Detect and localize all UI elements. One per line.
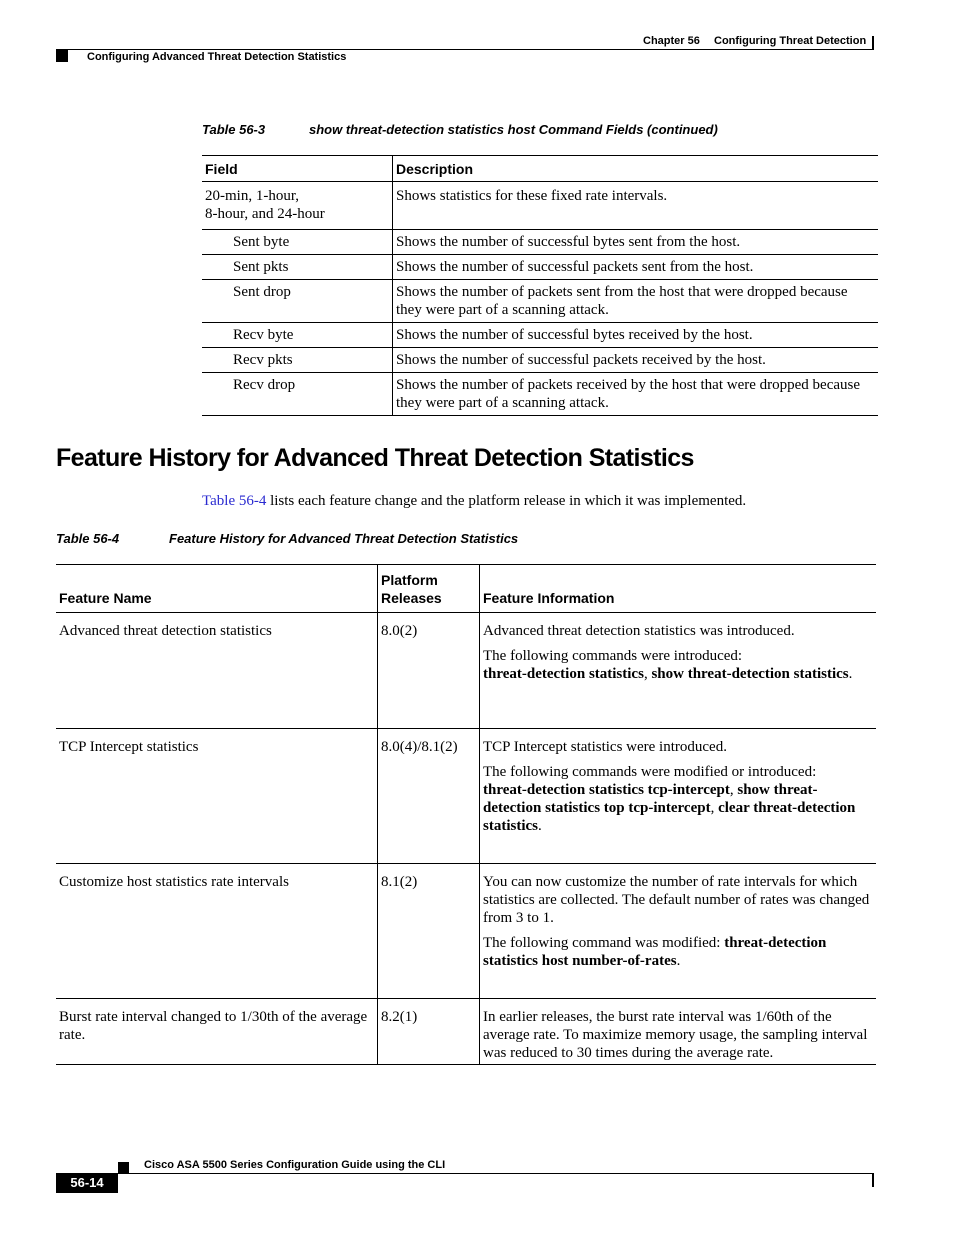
- col-header-feature-information: Feature Information: [480, 565, 877, 613]
- table-header-row: [202, 156, 878, 182]
- platform-header-line1: Platform: [381, 572, 438, 588]
- feature-info-cell: [480, 864, 877, 999]
- field-cell: Sent byte: [202, 230, 393, 255]
- field-cell: Sent pkts: [202, 255, 393, 280]
- table-row: [202, 323, 878, 348]
- description-cell: Shows the number of packets sent from the host that were dropped because they were part of a scanning attack.: [393, 280, 879, 323]
- footer-block: [118, 1162, 129, 1173]
- command-name: show threat-detection statistics top tcp-intercept: [483, 782, 818, 816]
- punct: .: [676, 953, 681, 969]
- table1-label: Table 56-3: [202, 122, 266, 137]
- info-paragraph: You can now customize the number of rate intervals for which statistics are collected. The default number of rates was changed from 3 to 1.: [483, 874, 870, 926]
- feature-info-cell: [480, 729, 877, 864]
- table-row: [56, 999, 876, 1065]
- table1-title: show threat-detection statistics host Command Fields (continued): [309, 122, 718, 137]
- table-command-fields: [202, 155, 878, 416]
- table2-label: Table 56-4: [56, 531, 120, 546]
- punct: .: [848, 666, 853, 682]
- col-header-description: Description: [393, 156, 879, 182]
- description-cell: Shows the number of successful bytes received by the host.: [393, 323, 879, 348]
- table-row: [56, 864, 876, 999]
- header-section: Configuring Advanced Threat Detection Statistics: [87, 51, 347, 63]
- feature-name-cell: Customize host statistics rate intervals: [56, 864, 378, 999]
- description-cell: Shows statistics for these fixed rate intervals.: [393, 182, 879, 230]
- info-text: The following commands were modified or introduced:: [483, 764, 817, 780]
- col-header-field: Field: [202, 156, 393, 182]
- feature-info-cell: [480, 613, 877, 729]
- release-cell: 8.0(2): [378, 613, 480, 729]
- table-header-row: [56, 565, 876, 613]
- col-header-feature-name: Feature Name: [56, 565, 378, 613]
- header-rule: [56, 49, 874, 50]
- field-cell: Recv byte: [202, 323, 393, 348]
- command-name: threat-detection statistics tcp-intercept: [483, 782, 730, 798]
- command-name: clear threat-detection statistics: [483, 800, 856, 834]
- release-cell: 8.2(1): [378, 999, 480, 1065]
- description-cell: Shows the number of successful packets received by the host.: [393, 348, 879, 373]
- footer-rule: [118, 1173, 874, 1174]
- release-cell: 8.1(2): [378, 864, 480, 999]
- platform-header-line2: Releases: [381, 590, 442, 606]
- header-chapter-title: Configuring Threat Detection: [714, 35, 867, 47]
- info-paragraph: TCP Intercept statistics were introduced.: [483, 739, 727, 755]
- table-feature-history: [56, 564, 876, 1065]
- section-title: Feature History for Advanced Threat Detection Statistics: [56, 444, 694, 472]
- field-cell: Recv drop: [202, 373, 393, 416]
- intro-text: lists each feature change and the platform release in which it was implemented.: [266, 493, 747, 509]
- table1-caption: [202, 122, 862, 140]
- info-paragraph: [483, 934, 873, 970]
- footer-tick: [872, 1174, 874, 1187]
- separator: ,: [643, 666, 652, 682]
- header-tick: [872, 36, 874, 50]
- table-row: [202, 280, 878, 323]
- punct: .: [538, 818, 542, 834]
- info-text: The following command was modified:: [483, 935, 725, 951]
- info-text: The following commands were introduced:: [483, 648, 743, 664]
- table-row: [202, 373, 878, 416]
- table-row: [56, 613, 876, 729]
- page-number: 56-14: [56, 1173, 118, 1193]
- table-row: [202, 182, 878, 230]
- separator: ,: [729, 782, 738, 798]
- field-cell: 20-min, 1-hour, 8-hour, and 24-hour: [202, 182, 393, 230]
- feature-name-cell: Advanced threat detection statistics: [56, 613, 378, 729]
- field-cell: Recv pkts: [202, 348, 393, 373]
- feature-name-cell: TCP Intercept statistics: [56, 729, 378, 864]
- table2-title: Feature History for Advanced Threat Detection Statistics: [169, 531, 519, 546]
- header-block: [56, 50, 68, 62]
- description-cell: Shows the number of packets received by the host that were dropped because they were part of a scanning attack.: [393, 373, 879, 416]
- table-row: [202, 230, 878, 255]
- table-link[interactable]: Table 56-4: [202, 493, 267, 509]
- table-row: [56, 729, 876, 864]
- description-cell: Shows the number of successful bytes sent from the host.: [393, 230, 879, 255]
- field-cell: Sent drop: [202, 280, 393, 323]
- description-cell: Shows the number of successful packets sent from the host.: [393, 255, 879, 280]
- footer-title: Cisco ASA 5500 Series Configuration Guide using the CLI: [144, 1159, 446, 1171]
- separator: ,: [710, 800, 719, 816]
- section-intro: [202, 493, 746, 510]
- header-chapter: Chapter 56: [643, 35, 700, 47]
- command-name: show threat-detection statistics: [651, 666, 849, 682]
- info-paragraph: Advanced threat detection statistics was introduced.: [483, 623, 795, 639]
- table-row: [202, 255, 878, 280]
- command-name: threat-detection statistics: [483, 666, 644, 682]
- col-header-platform-releases: [378, 565, 480, 613]
- feature-name-cell: Burst rate interval changed to 1/30th of the average rate.: [56, 999, 378, 1065]
- info-paragraph: [483, 763, 873, 835]
- command-name: threat-detection statistics host number-of-rates: [483, 935, 827, 969]
- table-row: [202, 348, 878, 373]
- feature-info-cell: In earlier releases, the burst rate interval was 1/60th of the average rate. To maximize memory usage, the sampling interval was reduced to 30 times during the average rate.: [480, 999, 877, 1065]
- info-paragraph: [483, 647, 873, 683]
- release-cell: 8.0(4)/8.1(2): [378, 729, 480, 864]
- table2-caption: [56, 531, 656, 549]
